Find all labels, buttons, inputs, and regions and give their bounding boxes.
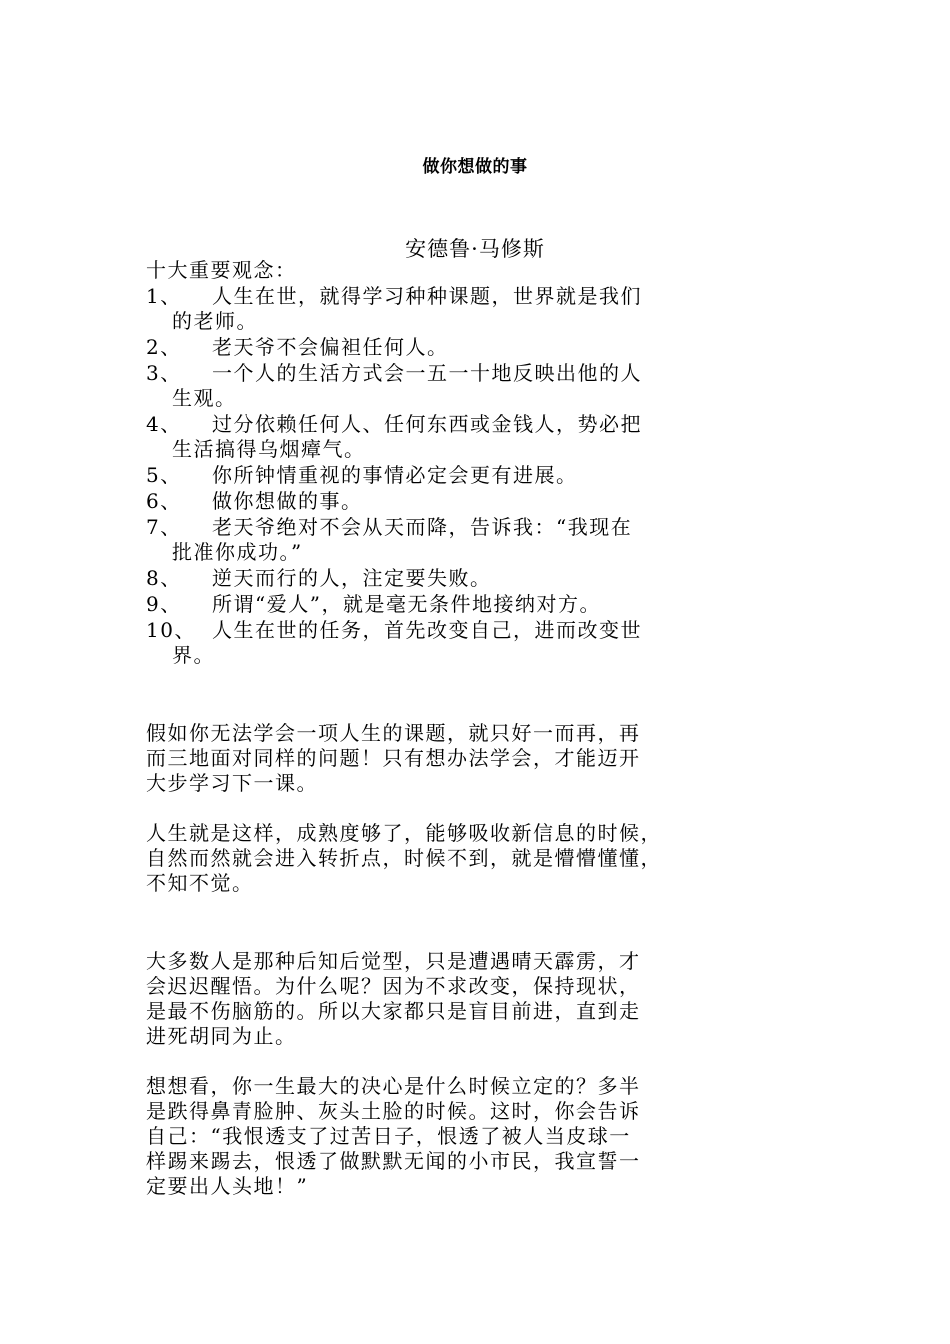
list-item-text (172, 412, 826, 462)
list-item-line: 逆天而行的人，注定要失败。 (212, 566, 492, 590)
paragraph (146, 821, 826, 896)
list-item (146, 489, 826, 514)
spacer (146, 896, 826, 949)
paragraph-line: 而三地面对同样的问题！只有想办法学会，才能迈开 (146, 746, 641, 770)
list-item-number: 1、 (146, 284, 182, 308)
list-item-line: 过分依赖任何人、任何东西或金钱人，势必把 (212, 412, 642, 436)
list-item-line: 一个人的生活方式会一五一十地反映出他的人 (212, 361, 642, 385)
spacer (146, 1049, 826, 1074)
paragraph-line: 定要出人头地！” (146, 1174, 309, 1198)
list-item-number: 6、 (146, 489, 182, 513)
list-item-line: 老天爷绝对不会从天而降，告诉我：“我现在 (212, 515, 633, 539)
list-item-line: 所谓“爱人”，就是毫无条件地接纳对方。 (212, 592, 601, 616)
list-item (146, 361, 826, 411)
list-item-line: 老天爷不会偏袒任何人。 (212, 335, 449, 359)
list-item-continuation: 界。 (172, 643, 215, 667)
list-item (146, 412, 826, 462)
spacer (146, 796, 826, 821)
paragraph-line: 想想看，你一生最大的决心是什么时候立定的？多半 (146, 1074, 641, 1098)
list-item-text (172, 618, 826, 668)
list-item-line: 人生在世的任务，首先改变自己，进而改变世 (212, 618, 642, 642)
list-item-text (212, 566, 826, 591)
paragraph (146, 949, 826, 1049)
list-item-number: 2、 (146, 335, 182, 359)
list-item-text (172, 515, 826, 565)
spacer (146, 669, 826, 721)
list-heading: 十大重要观念： (146, 258, 297, 282)
list-item (146, 592, 826, 617)
list-item-text (212, 489, 826, 514)
paragraph-line: 大步学习下一课。 (146, 771, 318, 795)
list-item-continuation: 生观。 (172, 386, 237, 410)
paragraph (146, 721, 826, 796)
list-item-number: 3、 (146, 361, 182, 385)
list-item-continuation: 生活搞得乌烟瘴气。 (172, 437, 366, 461)
list-item-number: 10、 (146, 618, 196, 642)
paragraph-line: 人生就是这样，成熟度够了，能够吸收新信息的时候， (146, 821, 662, 845)
list-item-text (212, 463, 826, 488)
document-body (146, 258, 826, 1199)
list-item-number: 8、 (146, 566, 182, 590)
list-item (146, 618, 826, 668)
list-item-line: 你所钟情重视的事情必定会更有进展。 (212, 463, 578, 487)
document-author: 安德鲁·马修斯 (405, 237, 545, 261)
list-item (146, 566, 826, 591)
list-item-text (172, 361, 826, 411)
list-item-number: 4、 (146, 412, 182, 436)
paragraph-line: 不知不觉。 (146, 871, 254, 895)
paragraph (146, 1074, 826, 1199)
document-title: 做你想做的事 (422, 157, 528, 177)
list-item-continuation: 的老师。 (172, 309, 258, 333)
paragraph-line: 样踢来踢去，恨透了做默默无闻的小市民，我宣誓一 (146, 1149, 641, 1173)
list-item-number: 9、 (146, 592, 182, 616)
paragraph-line: 自己：“我恨透支了过苦日子，恨透了被人当皮球一 (146, 1124, 631, 1148)
list-item-text (172, 284, 826, 334)
list-item (146, 463, 826, 488)
list-item-text (212, 335, 826, 360)
list-item (146, 515, 826, 565)
list-item-number: 7、 (146, 515, 182, 539)
list-item (146, 284, 826, 334)
list-item-continuation: 批准你成功。” (172, 540, 303, 564)
list-item-text (212, 592, 826, 617)
paragraph-line: 自然而然就会进入转折点，时候不到，就是懵懵懂懂， (146, 846, 662, 870)
paragraph-line: 是最不伤脑筋的。所以大家都只是盲目前进，直到走 (146, 999, 641, 1023)
paragraph-line: 假如你无法学会一项人生的课题，就只好一而再，再 (146, 721, 641, 745)
list-item-line: 做你想做的事。 (212, 489, 363, 513)
paragraph-line: 是跌得鼻青脸肿、灰头土脸的时候。这时，你会告诉 (146, 1099, 641, 1123)
paragraph-line: 会迟迟醒悟。为什么呢？因为不求改变，保持现状， (146, 974, 641, 998)
list-item (146, 335, 826, 360)
paragraph-line: 大多数人是那种后知后觉型，只是遭遇晴天霹雳，才 (146, 949, 641, 973)
paragraph-line: 进死胡同为止。 (146, 1024, 297, 1048)
list-item-line: 人生在世，就得学习种种课题，世界就是我们 (212, 284, 642, 308)
list-item-number: 5、 (146, 463, 182, 487)
